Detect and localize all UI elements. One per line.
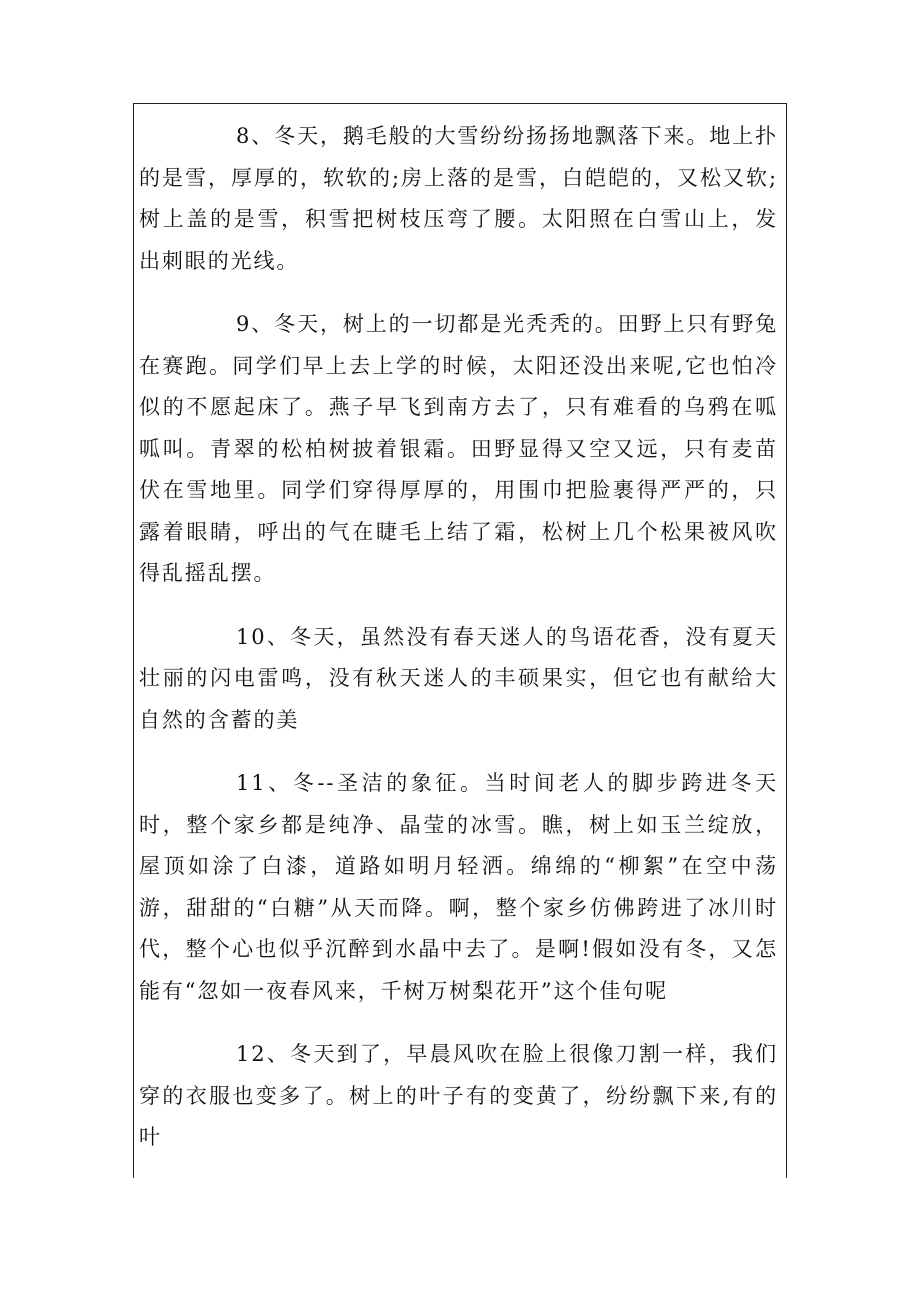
paragraph-8: 8、冬天，鹅毛般的大雪纷纷扬扬地飘落下来。地上扑的是雪，厚厚的，软软的;房上落的是雪，白皑皑的，又松又软;树上盖的是雪，积雪把树枝压弯了腰。太阳照在白雪山上，发出刺眼的光线。 (139, 124, 778, 273)
paragraph-11: 11、冬--圣洁的象征。当时间老人的脚步跨进冬天时，整个家乡都是纯净、晶莹的冰雪。瞧，树上如玉兰绽放，屋顶如涂了白漆，道路如明月轻洒。绵绵的“柳絮”在空中荡游，甜甜的“白糖”从天而降。啊，整个家乡仿佛跨进了冰川时代，整个心也似乎沉醉到水晶中去了。是啊!假如没有冬，又怎能有“忽如一夜春风来，千树万树梨花开”这个佳句呢 (139, 771, 778, 1003)
document-frame (133, 103, 787, 1178)
paragraph-9: 9、冬天，树上的一切都是光秃秃的。田野上只有野兔在赛跑。同学们早上去上学的时候，太阳还没出来呢,它也怕冷似的不愿起床了。燕子早飞到南方去了，只有难看的乌鸦在呱呱叫。青翠的松柏树披着银霜。田野显得又空又远，只有麦苗伏在雪地里。同学们穿得厚厚的，用围巾把脸裹得严严的，只露着眼睛，呼出的气在睫毛上结了霜，松树上几个松果被风吹得乱摇乱摆。 (139, 312, 778, 585)
document-body (134, 104, 786, 1159)
paragraph-12: 12、冬天到了，早晨风吹在脸上很像刀割一样，我们穿的衣服也变多了。树上的叶子有的变黄了，纷纷飘下来,有的叶 (139, 1042, 778, 1149)
paragraph-10: 10、冬天，虽然没有春天迷人的鸟语花香，没有夏天壮丽的闪电雷鸣，没有秋天迷人的丰硕果实，但它也有献给大自然的含蓄的美 (139, 624, 778, 732)
